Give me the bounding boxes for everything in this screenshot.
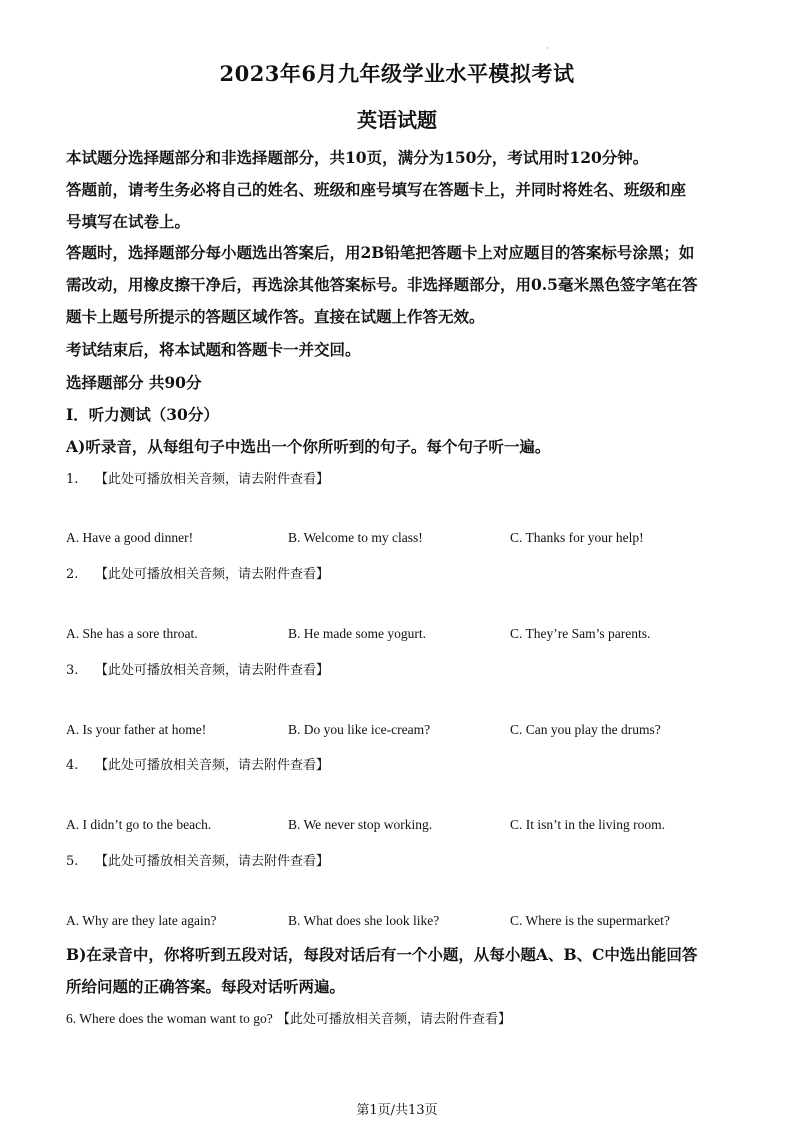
option-a: A. Have a good dinner! [66,530,194,545]
option-a: A. Is your father at home! [66,722,207,737]
scan-dot: · [546,44,549,53]
question-number: 2. [66,567,79,582]
page-footer: 第1页/共13页 [356,1103,438,1118]
partA-heading: A)听录音，从每组句子中选出一个你所听到的句子。每个句子听一遍。 [66,437,551,456]
question-6 [66,1008,511,1027]
part1-heading: I．听力测试（30分） [66,405,219,424]
option-b: B. What does she look like? [288,913,440,928]
question-prompt [66,754,329,773]
instruction-line: 号填写在试卷上。 [66,212,191,231]
option-b: B. Welcome to my class! [288,530,423,545]
audio-placeholder: 【此处可播放相关音频，请去附件查看】 [94,472,329,487]
instruction-line: 答题前，请考生务必将自己的姓名、班级和座号填写在答题卡上，并同时将姓名、班级和座 [66,180,687,199]
option-b: B. Do you like ice-cream? [288,722,431,737]
question-prompt [66,468,329,487]
question-number: 4. [66,758,79,773]
instruction-line: 题卡上题号所提示的答题区域作答。直接在试题上作答无效。 [66,307,485,326]
question-number: 5. [66,854,79,869]
question-number: 1. [66,472,79,487]
option-b: B. He made some yogurt. [288,626,426,641]
option-a: A. She has a sore throat. [66,626,198,641]
partB-heading-line: B)在录音中，你将听到五段对话，每段对话后有一个小题，从每小题A、B、C中选出能回答 [66,945,698,964]
audio-placeholder: 【此处可播放相关音频，请去附件查看】 [94,758,329,773]
option-b: B. We never stop working. [288,817,433,832]
option-c: C. Where is the supermarket? [510,913,670,928]
question-number: 3. [66,663,79,678]
question-prompt [66,563,329,582]
option-c: C. It isn’t in the living room. [510,817,665,832]
question-6-text: 6. Where does the woman want to go? [66,1011,273,1026]
option-a: A. I didn’t go to the beach. [66,817,212,832]
audio-placeholder: 【此处可播放相关音频，请去附件查看】 [94,854,329,869]
exam-title: 2023年6月九年级学业水平模拟考试 [219,61,575,86]
instruction-line: 需改动，用橡皮擦干净后，再选涂其他答案标号。非选择题部分，用0.5毫米黑色签字笔在答 [66,275,698,294]
instruction-line: 本试题分选择题部分和非选择题部分，共10页，满分为150分，考试用时120分钟。 [66,148,649,167]
option-a: A. Why are they late again? [66,913,217,928]
audio-placeholder: 【此处可播放相关音频，请去附件查看】 [94,663,329,678]
audio-placeholder: 【此处可播放相关音频，请去附件查看】 [94,567,329,582]
question-prompt [66,850,329,869]
option-c: C. Thanks for your help! [510,530,644,545]
option-c: C. They’re Sam’s parents. [510,626,651,641]
option-c: C. Can you play the drums? [510,722,661,737]
exam-subtitle: 英语试题 [357,108,437,132]
instruction-line: 考试结束后，将本试题和答题卡一并交回。 [66,340,361,359]
section-label: 选择题部分 共90分 [66,373,202,392]
partB-heading-line: 所给问题的正确答案。每段对话听两遍。 [66,977,346,996]
question-prompt [66,659,329,678]
instruction-line: 答题时，选择题部分每小题选出答案后，用2B铅笔把答题卡上对应题目的答案标号涂黑；如 [66,243,695,262]
audio-placeholder: 【此处可播放相关音频，请去附件查看】 [277,1012,512,1027]
